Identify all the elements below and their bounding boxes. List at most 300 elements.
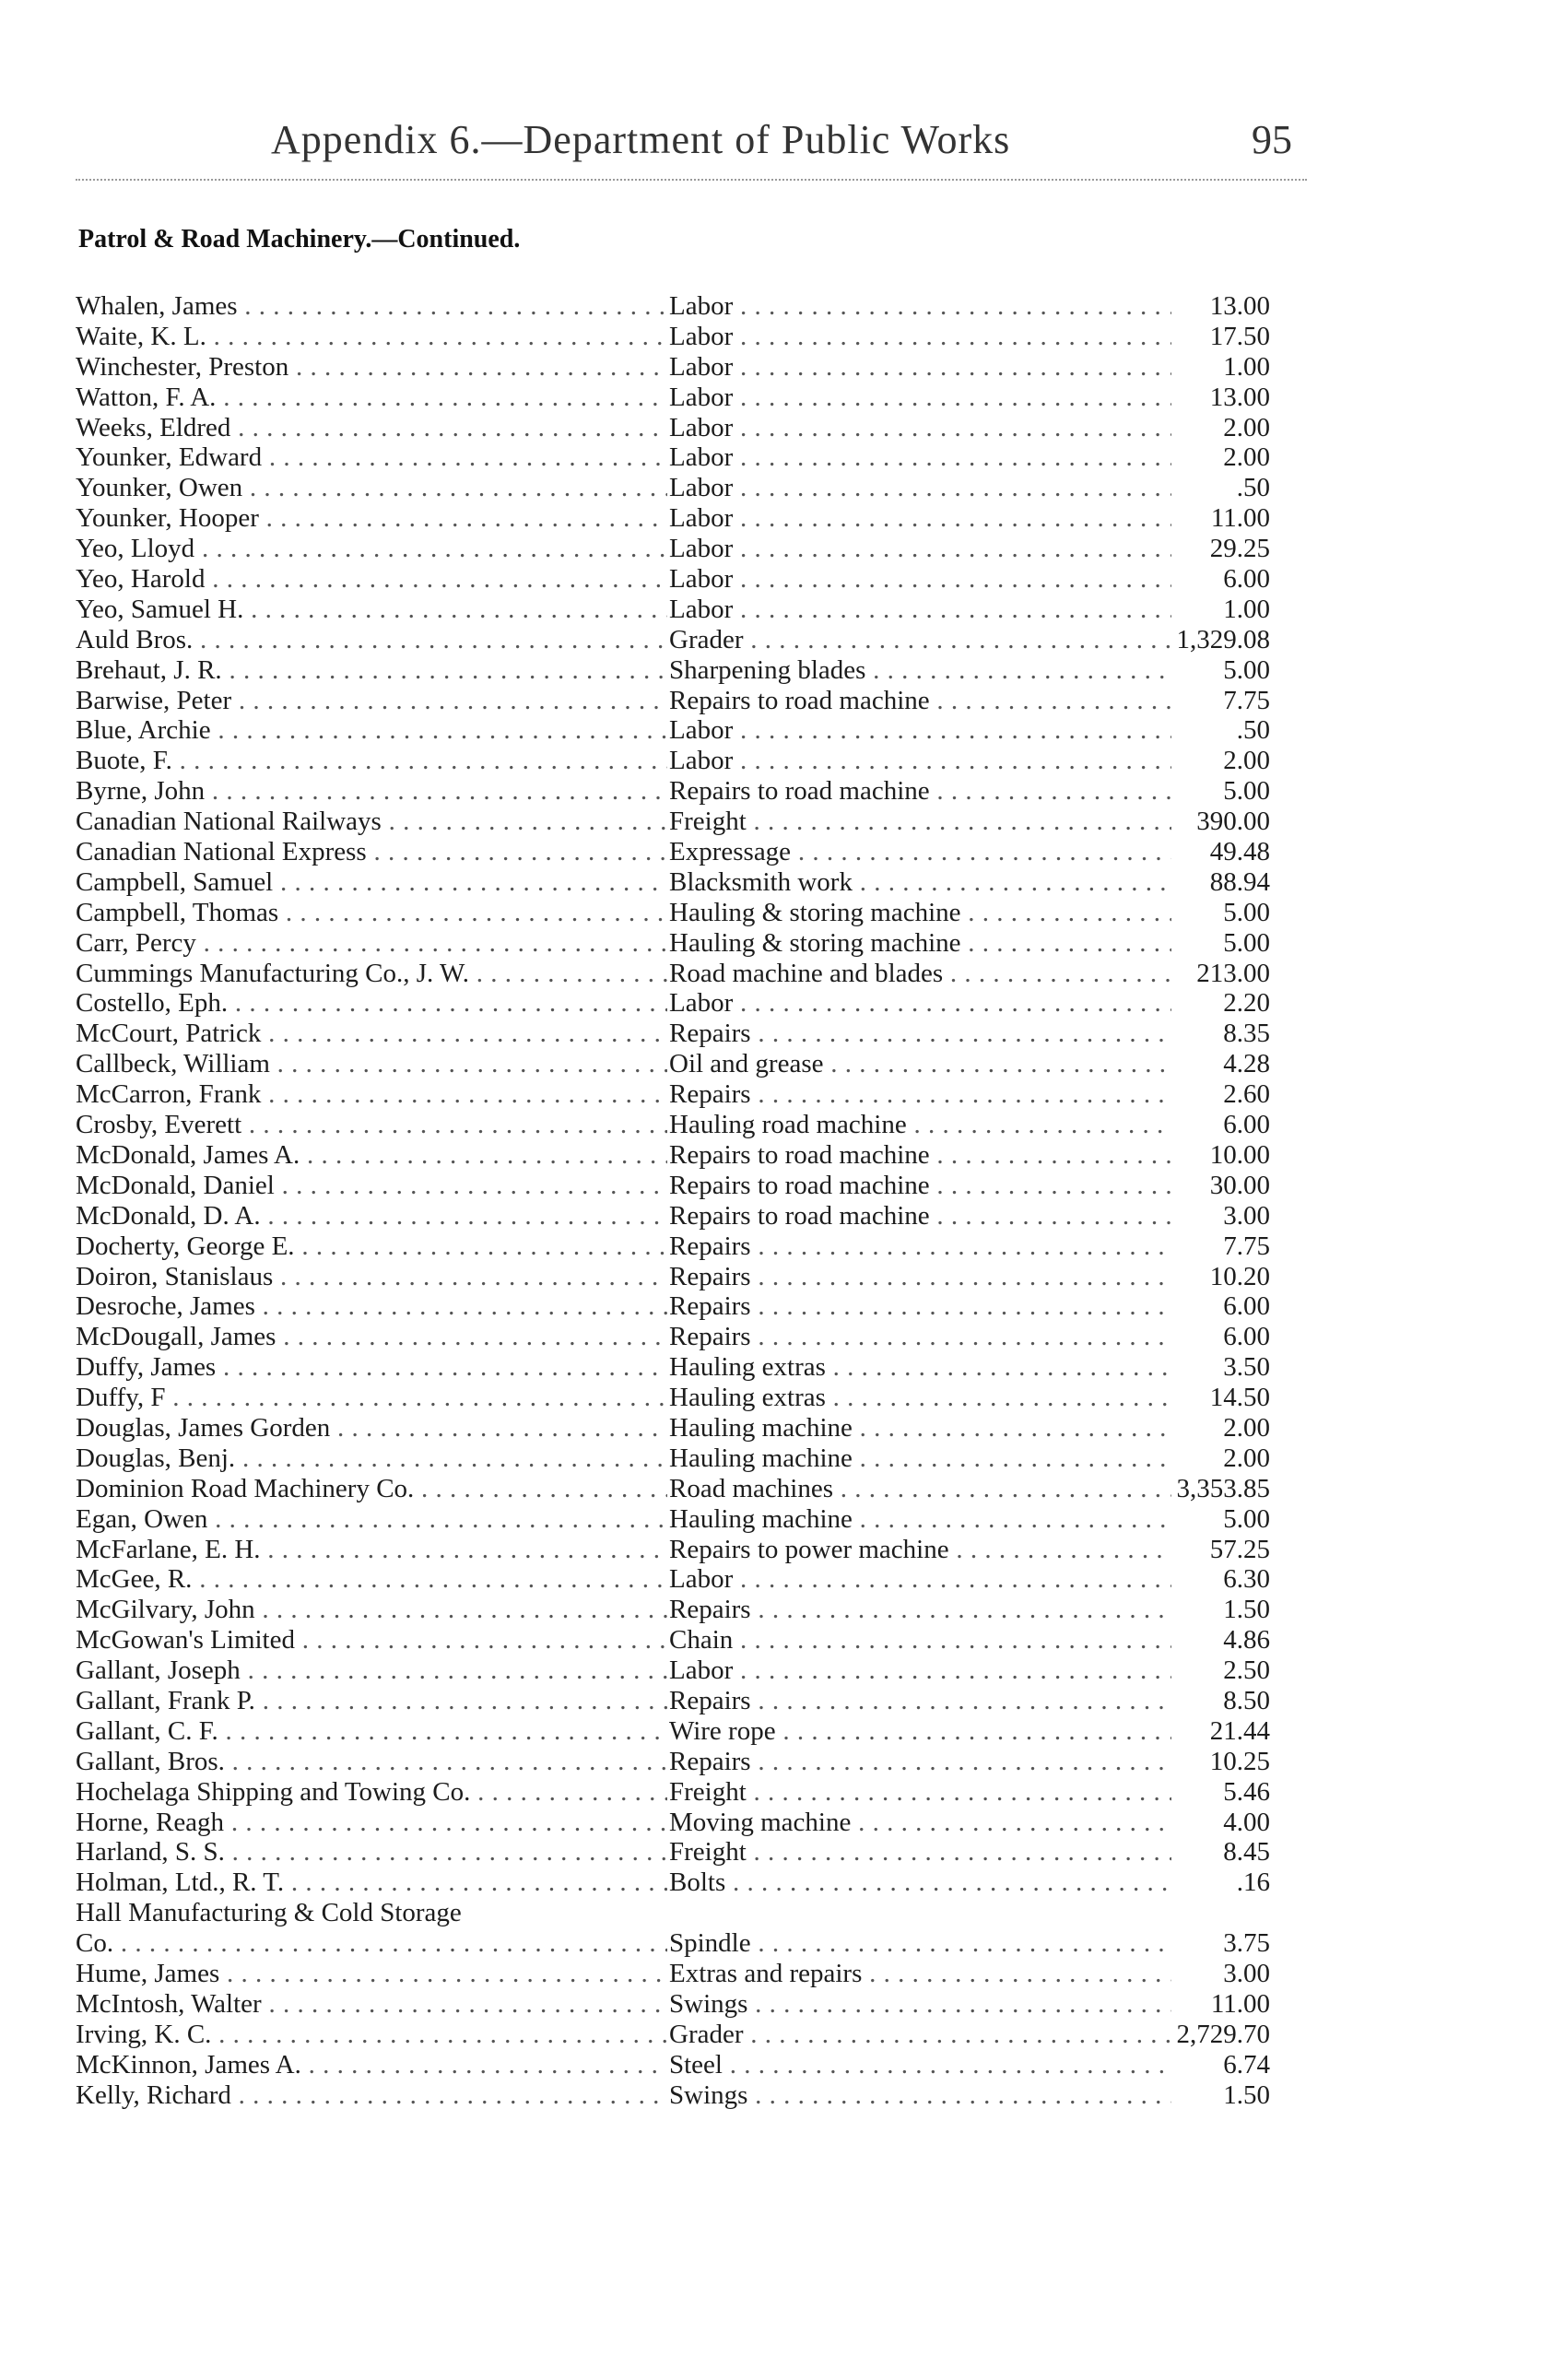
amount: .16 xyxy=(1236,1867,1270,1898)
leader-dots xyxy=(733,442,1171,472)
payee-name xyxy=(76,595,667,625)
table-row xyxy=(76,1231,1270,1262)
amount: 6.00 xyxy=(1223,564,1270,595)
amount: 1.00 xyxy=(1223,594,1270,624)
amount: 3.75 xyxy=(1223,1928,1270,1959)
leader-dots xyxy=(791,837,1171,866)
table-row xyxy=(76,715,1270,746)
payee-name xyxy=(76,1535,667,1565)
payee-name-text: Barwise, Peter xyxy=(76,685,232,715)
expense-item xyxy=(669,837,1171,867)
table-row xyxy=(76,383,1270,413)
payee-name-text: Yeo, Samuel H. xyxy=(76,594,244,624)
leader-dots xyxy=(367,837,667,866)
table-row xyxy=(76,1504,1270,1535)
amount: 2.00 xyxy=(1223,442,1270,473)
leader-dots xyxy=(865,655,1171,685)
expense-item-text: Labor xyxy=(669,412,734,442)
table-row xyxy=(76,1383,1270,1413)
table-row xyxy=(76,988,1270,1019)
leader-dots xyxy=(853,867,1171,897)
leader-dots xyxy=(751,1928,1171,1958)
leader-dots xyxy=(930,1171,1171,1200)
expense-item xyxy=(669,1837,1171,1867)
expense-item xyxy=(669,1291,1171,1322)
expense-item-text: Oil and grease xyxy=(669,1049,824,1079)
amount: 5.00 xyxy=(1223,927,1270,958)
payee-name xyxy=(76,322,667,352)
payee-name-text: Desroche, James xyxy=(76,1291,255,1322)
payee-name-text: Campbell, Thomas xyxy=(76,897,279,927)
payee-name-text: Gallant, Frank P. xyxy=(76,1685,255,1715)
amount: 4.28 xyxy=(1223,1049,1270,1079)
payee-name-text: McIntosh, Walter xyxy=(76,1988,262,2019)
leader-dots xyxy=(255,1291,667,1321)
expense-item xyxy=(669,1535,1171,1565)
expense-item xyxy=(669,1808,1171,1838)
expense-item xyxy=(669,1655,1171,1686)
table-row xyxy=(76,2020,1270,2050)
leader-dots xyxy=(733,1625,1171,1655)
payee-name xyxy=(76,1474,667,1504)
expense-item xyxy=(669,1928,1171,1959)
leader-dots xyxy=(733,534,1171,563)
leader-dots xyxy=(907,1110,1171,1139)
expense-item xyxy=(669,1049,1171,1079)
amount: 17.50 xyxy=(1209,321,1270,351)
payee-name xyxy=(76,625,667,655)
expense-item xyxy=(669,1019,1171,1049)
payee-name-text: Weeks, Eldred xyxy=(76,412,231,442)
payee-name xyxy=(76,1291,667,1322)
expense-item-text: Hauling extras xyxy=(669,1352,826,1383)
table-row xyxy=(76,1201,1270,1231)
expense-item xyxy=(669,1989,1171,2020)
leader-dots xyxy=(733,988,1171,1018)
expense-item xyxy=(669,715,1171,746)
expense-item xyxy=(669,1959,1171,1989)
leader-dots xyxy=(747,1989,1171,2019)
amount: 213.00 xyxy=(1196,958,1270,988)
table-row xyxy=(76,746,1270,776)
expense-item-text: Expressage xyxy=(669,837,792,867)
amount: 5.00 xyxy=(1223,776,1270,807)
amount: 30.00 xyxy=(1209,1170,1270,1200)
payee-name xyxy=(76,1019,667,1049)
table-row xyxy=(76,1535,1270,1565)
expense-item-text: Steel xyxy=(669,2049,723,2080)
table-row xyxy=(76,442,1270,473)
payee-name xyxy=(76,655,667,686)
leader-dots xyxy=(205,776,667,806)
payee-name-text: Younker, Hooper xyxy=(76,503,259,534)
table-row xyxy=(76,928,1270,959)
payee-name xyxy=(76,807,667,837)
amount: 3.00 xyxy=(1223,1200,1270,1231)
expense-item-text: Hauling & storing machine xyxy=(669,927,961,958)
payee-name-text: McGowan's Limited xyxy=(76,1625,295,1655)
table-row xyxy=(76,1777,1270,1808)
expense-item-text: Swings xyxy=(669,1988,748,2019)
leader-dots xyxy=(330,1413,667,1443)
expense-item-text: Hauling machine xyxy=(669,1412,853,1443)
leader-dots xyxy=(225,1837,667,1867)
payee-name-text: Younker, Edward xyxy=(76,442,263,473)
leader-dots xyxy=(751,1231,1171,1261)
amount: 8.50 xyxy=(1223,1685,1270,1715)
expense-item-text: Grader xyxy=(669,624,744,654)
expense-item-text: Freight xyxy=(669,807,747,837)
expense-item xyxy=(669,1686,1171,1716)
leader-dots xyxy=(238,291,667,321)
leader-dots xyxy=(278,898,667,927)
expense-item xyxy=(669,1383,1171,1413)
payee-name xyxy=(76,928,667,959)
amount: 5.46 xyxy=(1223,1776,1270,1807)
amount: 2.00 xyxy=(1223,746,1270,776)
expense-item xyxy=(669,2080,1171,2111)
amount: 11.00 xyxy=(1210,503,1270,534)
payee-name-text: McDougall, James xyxy=(76,1322,276,1352)
expense-item xyxy=(669,1564,1171,1595)
amount: 2.60 xyxy=(1223,1079,1270,1110)
amount: 1,329.08 xyxy=(1176,624,1270,654)
payee-name-text: Dominion Road Machinery Co. xyxy=(76,1473,415,1503)
payee-name-text: Doiron, Stanislaus xyxy=(76,1261,274,1291)
leader-dots xyxy=(949,1535,1171,1564)
leader-dots xyxy=(733,322,1171,351)
payee-name xyxy=(76,2020,667,2050)
payee-name-text: McGee, R. xyxy=(76,1564,193,1595)
leader-dots xyxy=(733,352,1171,382)
payee-name xyxy=(76,1413,667,1443)
leader-dots xyxy=(301,2050,667,2080)
expense-item-text: Labor xyxy=(669,442,734,473)
payee-name xyxy=(76,686,667,716)
table-row xyxy=(76,595,1270,625)
expense-item xyxy=(669,1079,1171,1110)
header-rule xyxy=(76,179,1307,181)
expense-item xyxy=(669,1747,1171,1777)
expense-item-text: Labor xyxy=(669,473,734,503)
amount: 1.00 xyxy=(1223,351,1270,382)
leader-dots xyxy=(751,1291,1171,1321)
payee-name xyxy=(76,1959,667,1989)
payee-name-text: Douglas, James Gorden xyxy=(76,1412,331,1443)
expense-item xyxy=(669,1443,1171,1474)
expense-item-text: Labor xyxy=(669,715,734,746)
leader-dots xyxy=(216,383,667,412)
amount: 2.00 xyxy=(1223,1443,1270,1473)
leader-dots xyxy=(733,503,1171,533)
payee-name-text: Co. xyxy=(76,1928,114,1959)
expense-item-text: Repairs xyxy=(669,1291,751,1322)
table-row xyxy=(76,1049,1270,1079)
payee-name-text: Whalen, James xyxy=(76,291,238,321)
table-row xyxy=(76,413,1270,443)
expense-item xyxy=(669,503,1171,534)
payee-name xyxy=(76,442,667,473)
payee-name-text: Docherty, George E. xyxy=(76,1231,295,1261)
payee-name-text: McCourt, Patrick xyxy=(76,1019,262,1049)
payee-name xyxy=(76,959,667,989)
amount: 2.20 xyxy=(1223,988,1270,1019)
expense-item-text: Repairs xyxy=(669,1231,751,1261)
expense-item-text: Labor xyxy=(669,503,734,534)
section-heading: Patrol & Road Machinery.—Continued. xyxy=(78,225,521,253)
expense-item xyxy=(669,1595,1171,1625)
leader-dots xyxy=(930,1140,1171,1170)
expense-item xyxy=(669,625,1171,655)
expense-item xyxy=(669,1231,1171,1262)
payee-name xyxy=(76,988,667,1019)
payee-name-text: Yeo, Lloyd xyxy=(76,534,195,564)
expense-item xyxy=(669,442,1171,473)
table-row xyxy=(76,1716,1270,1747)
leader-dots xyxy=(470,1777,667,1807)
expense-item-text: Labor xyxy=(669,1655,734,1686)
table-row xyxy=(76,1413,1270,1443)
payee-name-text: Gallant, C. F. xyxy=(76,1715,218,1746)
leader-dots xyxy=(295,1231,667,1261)
amount: 8.45 xyxy=(1223,1837,1270,1867)
leader-dots xyxy=(211,2020,667,2049)
payee-name-text: Blue, Archie xyxy=(76,715,211,746)
expense-item xyxy=(669,595,1171,625)
payee-name-text: Duffy, F xyxy=(76,1383,166,1413)
leader-dots xyxy=(744,2020,1171,2049)
expense-item-text: Repairs to road machine xyxy=(669,1139,930,1170)
payee-name xyxy=(76,1443,667,1474)
leader-dots xyxy=(270,1049,667,1078)
leader-dots xyxy=(172,746,667,775)
leader-dots xyxy=(733,473,1171,502)
expense-item xyxy=(669,1322,1171,1352)
payee-name xyxy=(76,503,667,534)
leader-dots xyxy=(751,1686,1171,1715)
table-row xyxy=(76,1564,1270,1595)
amount: .50 xyxy=(1236,715,1270,746)
amount: 13.00 xyxy=(1209,291,1270,321)
expense-item xyxy=(669,898,1171,928)
leader-dots xyxy=(219,1959,667,1988)
leader-dots xyxy=(930,776,1171,806)
leader-dots xyxy=(261,1019,667,1048)
expense-item-text: Hauling & storing machine xyxy=(669,897,961,927)
expense-item xyxy=(669,1171,1171,1201)
payee-name xyxy=(76,1110,667,1140)
table-row xyxy=(76,1989,1270,2020)
amount: 1.50 xyxy=(1223,1595,1270,1625)
table-row xyxy=(76,1322,1270,1352)
leader-dots xyxy=(851,1808,1171,1837)
expense-item xyxy=(669,1474,1171,1504)
amount: 5.00 xyxy=(1223,1503,1270,1534)
payee-name xyxy=(76,837,667,867)
leader-dots xyxy=(276,1322,667,1351)
leader-dots xyxy=(733,413,1171,442)
expense-item-text: Road machines xyxy=(669,1473,833,1503)
leader-dots xyxy=(225,1747,667,1776)
payee-name xyxy=(76,1231,667,1262)
amount: 4.86 xyxy=(1223,1625,1270,1655)
leader-dots xyxy=(228,988,667,1018)
leader-dots xyxy=(224,1808,667,1837)
expense-item xyxy=(669,1716,1171,1747)
expense-item xyxy=(669,1262,1171,1292)
leader-dots xyxy=(261,1535,667,1564)
expense-item-text: Labor xyxy=(669,594,734,624)
expense-item-text: Repairs to road machine xyxy=(669,1200,930,1231)
payee-name xyxy=(76,564,667,595)
leader-dots xyxy=(733,1564,1171,1594)
amount: 6.00 xyxy=(1223,1322,1270,1352)
expense-item xyxy=(669,928,1171,959)
expense-item xyxy=(669,988,1171,1019)
payee-name xyxy=(76,1777,667,1808)
amount: 390.00 xyxy=(1196,807,1270,837)
leader-dots xyxy=(747,1837,1171,1867)
expense-item-text: Labor xyxy=(669,534,734,564)
amount: 8.35 xyxy=(1223,1019,1270,1049)
payee-name-text: Duffy, James xyxy=(76,1352,217,1383)
leader-dots xyxy=(206,322,667,351)
expense-item-text: Repairs xyxy=(669,1322,751,1352)
payee-name xyxy=(76,1262,667,1292)
leader-dots xyxy=(853,1504,1171,1534)
leader-dots xyxy=(261,1201,667,1231)
expense-item xyxy=(669,655,1171,686)
amount: 10.00 xyxy=(1209,1139,1270,1170)
payee-name xyxy=(76,534,667,564)
table-row xyxy=(76,1959,1270,1989)
table-row xyxy=(76,1079,1270,1110)
payee-name-text: Holman, Ltd., R. T. xyxy=(76,1867,285,1898)
expense-item-text: Labor xyxy=(669,564,734,595)
expense-item xyxy=(669,1413,1171,1443)
page-header xyxy=(76,109,1292,173)
expense-item-text: Repairs xyxy=(669,1019,751,1049)
expense-item xyxy=(669,746,1171,776)
table-row xyxy=(76,291,1270,322)
payee-name xyxy=(76,1201,667,1231)
table-row xyxy=(76,898,1270,928)
leader-dots xyxy=(723,2050,1171,2080)
expense-item xyxy=(669,807,1171,837)
expense-item-text: Repairs xyxy=(669,1685,751,1715)
amount: 3.50 xyxy=(1223,1352,1270,1383)
expense-item xyxy=(669,352,1171,383)
leader-dots xyxy=(382,807,667,836)
payee-name xyxy=(76,1140,667,1171)
amount: 1.50 xyxy=(1223,2080,1270,2110)
leader-dots xyxy=(235,1443,667,1473)
amount: 6.00 xyxy=(1223,1110,1270,1140)
leader-dots xyxy=(747,807,1171,836)
amount: 29.25 xyxy=(1209,534,1270,564)
leader-dots xyxy=(751,1595,1171,1624)
payee-name xyxy=(76,291,667,322)
expense-item-text: Repairs to power machine xyxy=(669,1534,949,1564)
payee-name xyxy=(76,1716,667,1747)
expense-item-text: Repairs xyxy=(669,1079,751,1110)
expense-item-text: Hauling road machine xyxy=(669,1110,907,1140)
payee-name xyxy=(76,1504,667,1535)
leader-dots xyxy=(826,1352,1171,1382)
table-row xyxy=(76,1808,1270,1838)
payee-name-text: McDonald, D. A. xyxy=(76,1200,261,1231)
leader-dots xyxy=(862,1959,1171,1988)
leader-dots xyxy=(242,473,667,502)
leader-dots xyxy=(733,1655,1171,1685)
table-row xyxy=(76,352,1270,383)
payee-name-text: McKinnon, James A. xyxy=(76,2049,301,2080)
table-row xyxy=(76,625,1270,655)
payee-name xyxy=(76,1049,667,1079)
running-head: Appendix 6.—Department of Public Works xyxy=(271,117,1011,162)
leader-dots xyxy=(751,1747,1171,1776)
table-row xyxy=(76,503,1270,534)
payee-name xyxy=(76,746,667,776)
amount: .50 xyxy=(1236,473,1270,503)
expense-item-text: Extras and repairs xyxy=(669,1959,863,1988)
table-row xyxy=(76,867,1270,898)
payee-name-text: Watton, F. A. xyxy=(76,382,217,412)
table-row xyxy=(76,1291,1270,1322)
payee-name xyxy=(76,413,667,443)
leader-dots xyxy=(231,2080,667,2110)
table-row xyxy=(76,1262,1270,1292)
leader-dots xyxy=(733,564,1171,594)
table-row xyxy=(76,1595,1270,1625)
amount: 14.50 xyxy=(1209,1383,1270,1413)
leader-dots xyxy=(273,867,667,897)
payee-name xyxy=(76,352,667,383)
expense-item-text: Repairs to road machine xyxy=(669,685,930,715)
expenditure-list xyxy=(76,291,1270,2110)
payee-name-text: Kelly, Richard xyxy=(76,2080,231,2110)
table-row xyxy=(76,1171,1270,1201)
table-row xyxy=(76,534,1270,564)
table-row xyxy=(76,959,1270,989)
table-row xyxy=(76,1898,1270,1959)
expense-item-text: Hauling machine xyxy=(669,1503,853,1534)
table-row xyxy=(76,1110,1270,1140)
leader-dots xyxy=(222,655,667,685)
table-row xyxy=(76,1443,1270,1474)
expense-item xyxy=(669,1140,1171,1171)
leader-dots xyxy=(243,595,667,624)
payee-name-text: Canadian National Express xyxy=(76,837,367,867)
leader-dots xyxy=(255,1595,667,1624)
expense-item-text: Repairs xyxy=(669,1746,751,1776)
payee-name-text: Cummings Manufacturing Co., J. W. xyxy=(76,958,469,988)
expense-item xyxy=(669,867,1171,898)
leader-dots xyxy=(776,1716,1171,1746)
leader-dots xyxy=(262,1989,667,2019)
leader-dots xyxy=(241,1110,667,1139)
payee-name-text: Carr, Percy xyxy=(76,927,196,958)
expense-item-text: Repairs to road machine xyxy=(669,1170,930,1200)
payee-name-text: Buote, F. xyxy=(76,746,172,776)
payee-name xyxy=(76,1837,667,1867)
leader-dots xyxy=(295,1625,667,1655)
leader-dots xyxy=(300,1140,667,1170)
payee-name xyxy=(76,1564,667,1595)
payee-name xyxy=(76,1079,667,1110)
leader-dots xyxy=(725,1867,1171,1897)
payee-name-text: McDonald, Daniel xyxy=(76,1170,275,1200)
